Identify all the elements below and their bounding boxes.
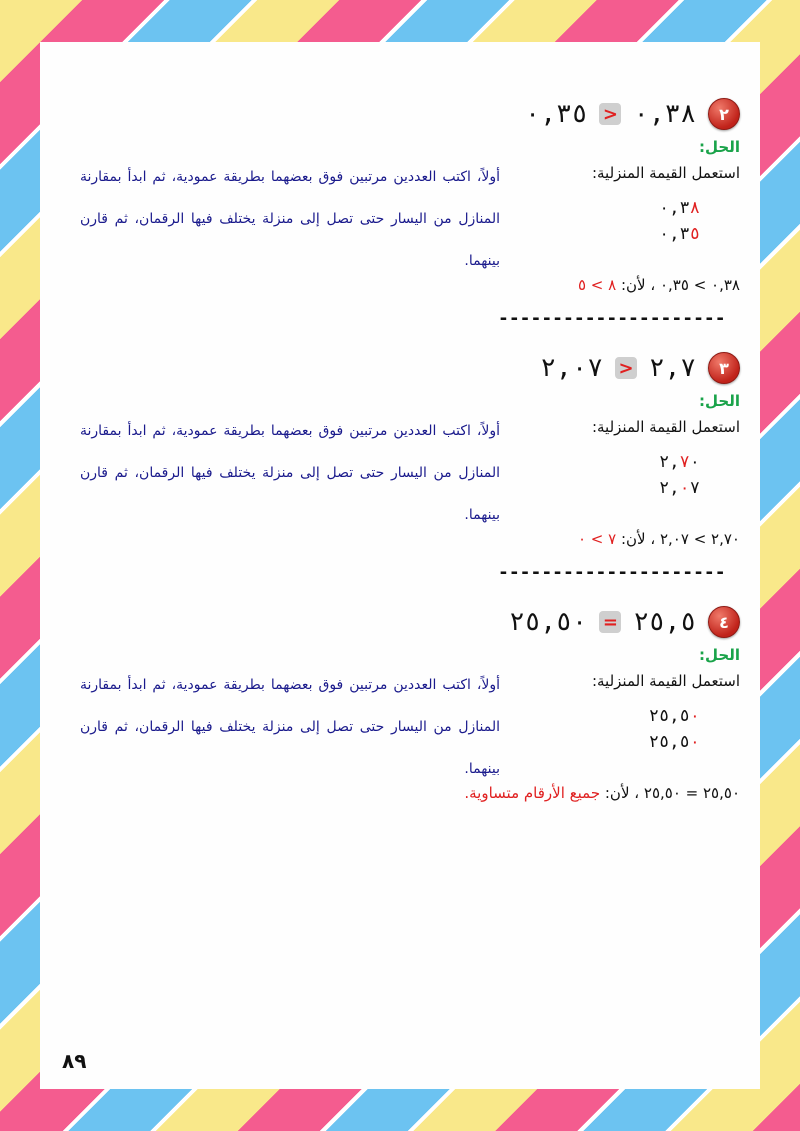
solution-label: الحل:	[699, 392, 740, 410]
problem-header	[509, 604, 740, 640]
vertical-suffix: ٧	[689, 478, 700, 498]
vertical-number-1	[659, 452, 700, 472]
right-value: ٠,٣٨	[633, 99, 696, 129]
page	[40, 42, 760, 1089]
vertical-highlight: ٧	[679, 452, 690, 472]
result-line	[578, 276, 740, 294]
separator-line: ---------------------	[498, 308, 726, 329]
vertical-suffix: ٠	[689, 452, 700, 472]
problem-2	[40, 90, 760, 340]
comparison-sign: <	[615, 357, 637, 379]
comparison-sign: =	[599, 611, 621, 633]
instructions-text: أولاً، اكتب العددين مرتبين فوق بعضهما بطريقة عمودية، ثم ابدأ بمقارنة المنازل من اليسار حتى تصل إلى منزلة يختلف فيها الرقمان، ثم قارن بينهما.	[80, 677, 500, 777]
left-value: ٢٥,٥٠	[509, 607, 588, 637]
vertical-highlight: ٠	[689, 732, 700, 752]
vertical-highlight: ٨	[689, 198, 700, 218]
result-text: ٢٥,٥٠ = ٢٥,٥٠ ، لأن:	[600, 784, 740, 802]
vertical-number-1	[649, 706, 700, 726]
left-value: ٠,٣٥	[524, 99, 588, 129]
problem-header	[540, 350, 740, 386]
vertical-prefix: ٢,	[659, 452, 680, 472]
vertical-number-2	[659, 224, 700, 244]
vertical-prefix: ٢٥,٥	[648, 706, 690, 726]
result-text: ٢,٧٠ > ٢,٠٧ ، لأن:	[616, 530, 740, 548]
vertical-number-1	[659, 198, 700, 218]
vertical-prefix: ٢,	[659, 478, 680, 498]
problem-3	[40, 344, 760, 594]
vertical-highlight: ٠	[679, 478, 690, 498]
comparison-sign: <	[599, 103, 621, 125]
instructions-text: أولاً، اكتب العددين مرتبين فوق بعضهما بطريقة عمودية، ثم ابدأ بمقارنة المنازل من اليسار حتى تصل إلى منزلة يختلف فيها الرقمان، ثم قارن بينهما.	[80, 423, 500, 523]
result-reason: ٨ > ٥	[577, 276, 617, 294]
result-reason: ٧ > ٠	[577, 530, 617, 548]
place-value-label: استعمل القيمة المنزلية:	[591, 418, 740, 436]
vertical-prefix: ٠,٣	[659, 224, 690, 244]
result-text: ٠,٣٨ > ٠,٣٥ ، لأن:	[616, 276, 740, 294]
vertical-number-2	[659, 478, 700, 498]
right-value: ٢٥,٥	[633, 607, 696, 637]
vertical-highlight: ٥	[689, 224, 700, 244]
result-reason: جميع الأرقام متساوية.	[464, 784, 601, 802]
vertical-prefix: ٢٥,٥	[648, 732, 690, 752]
problem-4	[40, 598, 760, 848]
right-value: ٢,٧	[649, 353, 696, 383]
vertical-prefix: ٠,٣	[659, 198, 690, 218]
separator-line: ---------------------	[498, 562, 726, 583]
result-line	[464, 784, 740, 802]
left-value: ٢,٠٧	[540, 353, 604, 383]
problem-header	[525, 96, 740, 132]
vertical-number-2	[649, 732, 700, 752]
result-line	[578, 530, 740, 548]
problem-number-badge: ٢	[708, 98, 740, 130]
vertical-highlight: ٠	[689, 706, 700, 726]
page-number: ٨٩	[62, 1049, 87, 1073]
solution-label: الحل:	[699, 646, 740, 664]
place-value-label: استعمل القيمة المنزلية:	[591, 672, 740, 690]
problem-number-badge: ٤	[708, 606, 740, 638]
place-value-label: استعمل القيمة المنزلية:	[591, 164, 740, 182]
problem-number-badge: ٣	[708, 352, 740, 384]
solution-label: الحل:	[699, 138, 740, 156]
instructions-text: أولاً، اكتب العددين مرتبين فوق بعضهما بطريقة عمودية، ثم ابدأ بمقارنة المنازل من اليسار حتى تصل إلى منزلة يختلف فيها الرقمان، ثم قارن بينهما.	[80, 169, 500, 269]
